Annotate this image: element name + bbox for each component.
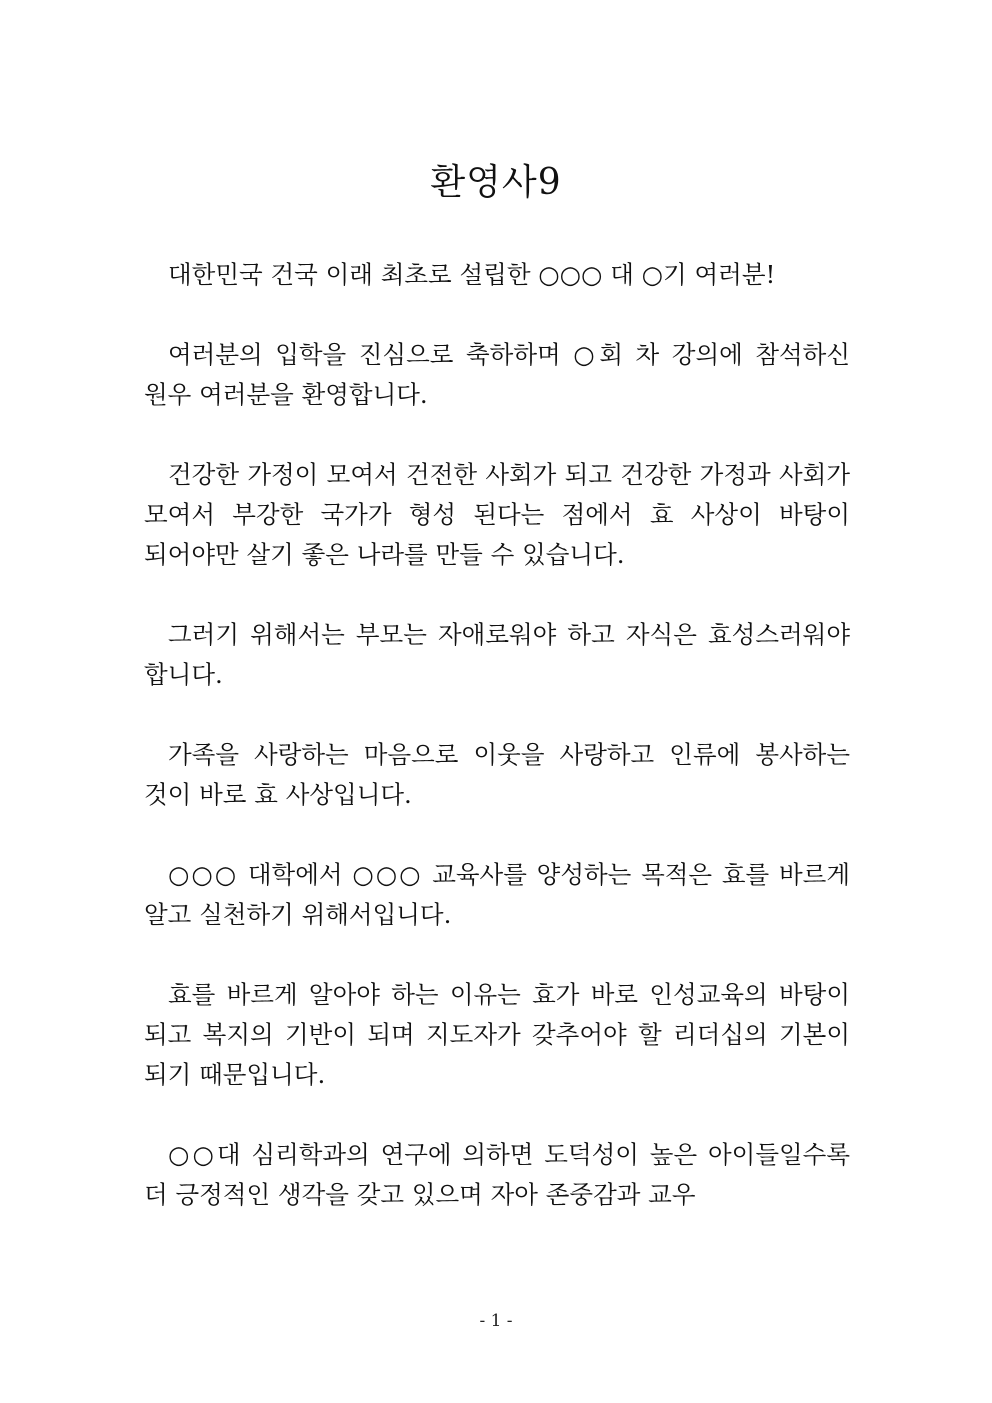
document-body [144, 255, 850, 1215]
paragraph: 대한민국 건국 이래 최초로 설립한 ○○○ 대 ○기 여러분! [168, 260, 776, 289]
paragraph: 여러분의 입학을 진심으로 축하하며 ○회 차 강의에 참석하신 원우 여러분을 환영합니다. [144, 340, 850, 409]
paragraph: 건강한 가정이 모여서 건전한 사회가 되고 건강한 가정과 사회가 모여서 부강한 국가가 형성 된다는 점에서 효 사상이 바탕이 되어야만 살기 좋은 나라를 만들 수 있습니다. [144, 460, 850, 569]
paragraph: ○○대 심리학과의 연구에 의하면 도덕성이 높은 아이들일수록 더 긍정적인 생각을 갖고 있으며 자아 존중감과 교우 [144, 1140, 850, 1209]
paragraph: ○○○ 대학에서 ○○○ 교육사를 양성하는 목적은 효를 바르게 알고 실천하기 위해서입니다. [144, 860, 850, 929]
paragraph: 가족을 사랑하는 마음으로 이웃을 사랑하고 인류에 봉사하는 것이 바로 효 사상입니다. [144, 740, 850, 809]
document-title: 환영사9 [430, 162, 562, 203]
paragraph: 그러기 위해서는 부모는 자애로워야 하고 자식은 효성스러워야 합니다. [144, 620, 850, 689]
paragraph: 효를 바르게 알아야 하는 이유는 효가 바로 인성교육의 바탕이 되고 복지의 기반이 되며 지도자가 갖추어야 할 리더십의 기본이 되기 때문입니다. [144, 980, 850, 1089]
page-number: - 1 - [479, 1311, 513, 1331]
